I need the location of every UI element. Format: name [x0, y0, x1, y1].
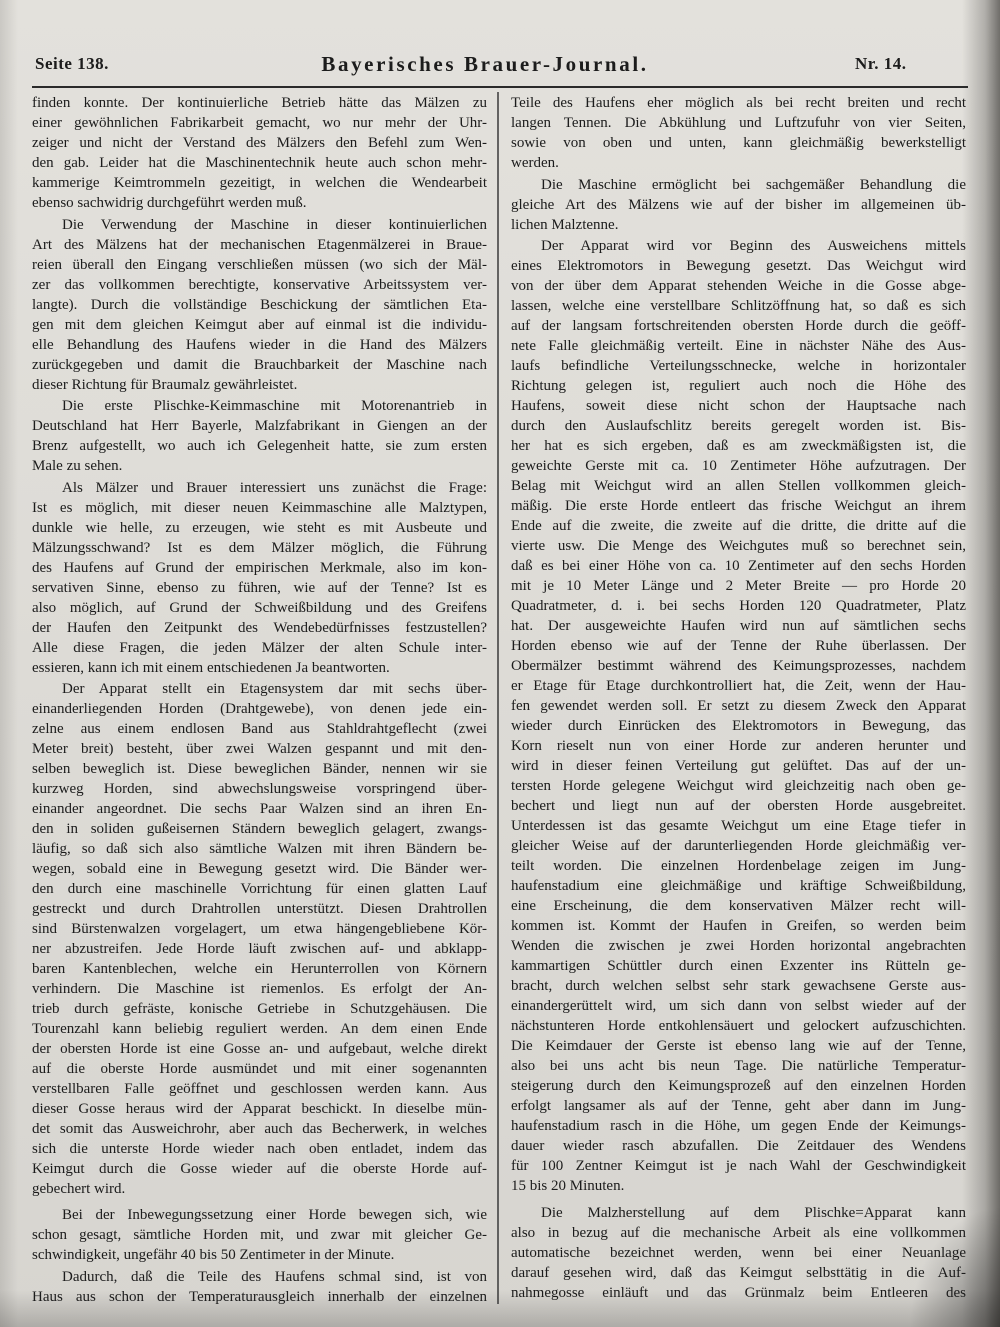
text-line: trieb durch gefräste, konische Getriebe in Schutzgehäusen. Die: [32, 1001, 487, 1017]
text-line: der obersten Horde ist eine Gosse an- und aufgebaut, welche direkt: [32, 1041, 487, 1057]
text-line: Richtung gelegen ist, reguliert auch noch die Höhe des: [511, 378, 966, 394]
text-line: Keimgut durch die Gosse wieder auf die oberste Horde auf-: [32, 1161, 487, 1177]
text-line: erfolgt langsamer als auf der Tenne, geht aber dann im Jung-: [511, 1098, 966, 1114]
text-line: langen Tennen. Die Abkühlung und Luftzufuhr von vier Seiten,: [511, 115, 966, 131]
text-line: dauer wieder rasch abzufallen. Die Zeitdauer des Wendens: [511, 1138, 966, 1154]
journal-title: Bayerisches Brauer-Journal.: [321, 52, 649, 76]
text-line: Male zu sehen.: [32, 458, 123, 474]
text-line: also bei uns acht bis neun Tage. Die natürliche Temperatur-: [511, 1058, 966, 1074]
paragraph: [511, 236, 966, 1196]
text-line: einer gewöhnlichen Fabrikarbeit gemacht, wo nur mehr der Uhr-: [32, 115, 487, 131]
text-line: einandergerüttelt wird, um sich dann von selbst wieder auf der: [511, 998, 966, 1014]
header-rule: [32, 86, 968, 88]
paragraph: [511, 1203, 966, 1303]
text-line: Tourenzahl kann beliebig reguliert werden. An dem einen Ende: [32, 1021, 487, 1037]
text-line: det somit das Ausweichrohr, aber auch das Becherwerk, in welches: [32, 1121, 487, 1137]
text-line: Die erste Plischke-Keimmaschine mit Motorenantrieb in: [62, 398, 487, 414]
text-line: haufenstadium eine gleichmäßige und kräftige Schweißbildung,: [511, 878, 966, 894]
text-line: Die Verwendung der Maschine in dieser kontinuierlichen: [62, 216, 487, 233]
text-line: lichen Malztenne.: [511, 216, 619, 233]
text-line: Der Apparat stellt ein Etagensystem dar mit sechs über-: [62, 681, 487, 697]
text-line: läufig, so daß sich also sämtliche Walzen mit ihren Bändern be-: [32, 841, 487, 857]
paragraph: [32, 1205, 487, 1265]
text-line: er Etage für Etage durchkontrolliert hat, die Zeit, wenn der Hau-: [511, 678, 966, 694]
text-line: Mälzungsschwand? Ist es dem Mälzer möglich, die Führung: [32, 539, 487, 556]
text-line: bracht, durch welchen selbst sehr stark gewachsene Gerste aus-: [511, 978, 966, 994]
text-line: baren Kantenblechen, welche ein Herunterrollen von Körnern: [32, 961, 487, 977]
text-line: auf die oberste Horde ausmündet und mit einer sogenannten: [32, 1061, 487, 1077]
text-line: für 100 Zentner Keimgut ist je nach Wahl der Geschwindigkeit: [511, 1158, 966, 1174]
text-line: durch den Auslaufschlitz bereits geregelt worden ist. Bis-: [511, 418, 966, 434]
text-line: langte). Durch die vollständige Beschickung der sämtlichen Eta-: [32, 296, 487, 313]
text-line: Als Mälzer und Brauer interessiert uns zunächst die Frage:: [62, 479, 487, 496]
text-line: Die Malzherstellung auf dem Plischke=Apparat kann: [541, 1205, 966, 1221]
paragraph: [32, 679, 487, 1199]
text-line: daß es bei einer Höhe von ca. 10 Zentimeter auf den sechs Horden: [511, 558, 966, 574]
text-line: reien überall den Eingang verschließen müssen (wo sich der Mäl-: [32, 256, 487, 273]
text-line: vierte usw. Die Menge des Weichgutes muß so berechnet sein,: [511, 538, 966, 554]
text-line: Wenden die zwischen je zwei Horden horizontal angebrachten: [511, 938, 966, 954]
text-line: darauf gesehen wird, daß das Keimgut selbsttätig in die Auf-: [511, 1265, 966, 1281]
page-number: Seite 138.: [35, 54, 109, 73]
text-line: eine Erscheinung, die dem konservativen Mälzer recht will-: [511, 898, 966, 914]
text-line: her hat es sich ergeben, daß es am zweckmäßigsten ist, die: [511, 438, 966, 454]
text-line: Alle diese Fragen, die jeden Mälzer der alten Schule inter-: [32, 639, 487, 656]
text-line: mit je 10 Meter Länge und 2 Meter Breite — pro Horde 20: [511, 578, 966, 594]
text-line: dieser Richtung für Braumalz gewährleistet.: [32, 376, 298, 393]
text-line: gebechert wird.: [32, 1181, 126, 1197]
text-line: Die Keimdauer der Gerste ist ebenso lang wie auf der Tenne,: [511, 1038, 966, 1054]
right-text-column: [511, 93, 966, 1303]
text-line: dunkle wie helle, zu erzeugen, wie steht es mit Ausbeute und: [32, 519, 487, 536]
text-line: hat. Der ausgeweichte Haufen wird nun auf sämtlichen sechs: [511, 618, 966, 634]
text-line: wegen, sobald eine in Bewegung gesetzt wird. Die Bänder wer-: [32, 861, 487, 877]
text-line: zer das vollkommen berechtigte, konservative Arbeitssystem ver-: [32, 276, 487, 293]
text-line: Brenz aufgestellt, wo auch ich Gelegenheit hatte, sie zum ersten: [32, 438, 487, 454]
text-line: Unterdessen ist das gesamte Weichgut um eine Etage tiefer in: [511, 818, 966, 834]
text-line: ebenso sachwidrig durchgeführt werden muß.: [32, 195, 307, 211]
text-line: kammartigen Schüttler durch einen Exzenter ins Rütteln ge-: [511, 958, 966, 974]
text-line: elle Behandlung des Haufens wieder in die Hand des Mälzers: [32, 336, 487, 353]
paragraph: [32, 1267, 487, 1307]
text-line: werden.: [511, 155, 559, 171]
text-line: Dadurch, daß die Teile des Haufens schmal sind, ist von: [62, 1268, 487, 1285]
text-line: einanderliegenden Horden (Drahtgewebe), von denen jede ein-: [32, 701, 487, 717]
text-line: Quadratmeter, d. i. bei sechs Horden 120 Quadratmeter, Platz: [511, 598, 966, 614]
text-line: den gab. Leider hat die Maschinentechnik heute auch schon mehr-: [32, 155, 487, 171]
text-line: kammerige Keimtrommeln gezeitigt, in welchen die Wendearbeit: [32, 175, 487, 191]
text-line: nete Falle gleichmäßig verteilt. Eine in nächster Nähe des Aus-: [511, 338, 966, 354]
text-line: Ende auf die zweite, die zweite auf die dritte, die dritte auf die: [511, 518, 966, 534]
text-line: also in bezug auf die mechanische Arbeit als eine vollkommen: [511, 1225, 966, 1241]
text-line: von der über dem Apparat stehenden Weiche in die Gosse abge-: [511, 278, 966, 294]
text-line: sich die unterste Horde wieder nach oben entladet, indem das: [32, 1141, 487, 1157]
text-line: bechert und liegt nun auf der obersten Horde ausgebreitet.: [511, 798, 966, 814]
text-line: den in soliden gußeisernen Ständern beweglich gelagert, zwangs-: [32, 821, 487, 837]
text-line: der Haufen den Zeitpunkt des Wendebedürfnisses festzustellen?: [32, 619, 487, 636]
text-line: zurückgegeben und damit die Brauchbarkeit der Maschine nach: [32, 356, 487, 373]
text-line: gleicher Weise auf der darunterliegenden Horde gleichmäßig ver-: [511, 838, 966, 854]
issue-number: Nr. 14.: [855, 54, 907, 73]
text-line: nahmegosse einläuft und das Grünmalz beim Entleeren des: [511, 1285, 966, 1301]
text-line: Teile des Haufens eher möglich als bei recht breiten und recht: [511, 95, 966, 111]
paragraph: [32, 478, 487, 678]
text-line: automatische bezeichnet werden, wenn bei einer Neuanlage: [511, 1245, 966, 1261]
text-line: nächstunteren Horde entkohlensäuert und gelockert aufzuschichten.: [511, 1018, 966, 1034]
text-line: verhindern. Die Maschine ist riemenlos. Es erfolgt der An-: [32, 981, 487, 997]
text-line: zelne aus einem endlosen Band aus Stahldrahtgeflecht (zwei: [32, 721, 487, 737]
text-line: des Haufens auf Grund der empirischen Merkmale, also im kon-: [32, 559, 487, 576]
text-line: laufs befindliche Verteilungsschnecke, welche in horizontaler: [511, 358, 966, 374]
text-line: Korn rieselt nun von einer Horde zur anderen herunter und: [511, 738, 966, 754]
text-line: zeiger und nicht der Verstand des Mälzers den Befehl zum Wen-: [32, 135, 487, 151]
paragraph: [32, 215, 487, 395]
text-line: mäßig. Die erste Horde entleert das frische Weichgut an ihrem: [511, 498, 966, 514]
text-line: finden konnte. Der kontinuierliche Betrieb hätte das Mälzen zu: [32, 95, 487, 111]
text-line: schwindigkeit, ungefähr 40 bis 50 Zentimeter in der Minute.: [32, 1247, 395, 1263]
text-line: gestreckt und durch Drahtrollen unterstützt. Diesen Drahtrollen: [32, 901, 487, 917]
paragraph: [511, 93, 966, 173]
text-line: Ist es möglich, mit dieser neuen Keimmaschine alle Malztypen,: [32, 499, 487, 516]
text-line: Die Maschine ermöglicht bei sachgemäßer Behandlung die: [541, 176, 966, 193]
text-line: Belag mit Weichgut wird an allen Stellen vollkommen gleich-: [511, 478, 966, 494]
text-line: teilt worden. Die einzelnen Hordenbelage zeigen im Jung-: [511, 858, 966, 874]
text-line: sowie von oben und unten, kann gleichmäßig bewerkstelligt: [511, 135, 966, 151]
left-text-column: [32, 93, 487, 1307]
text-line: Art des Mälzens hat der mechanischen Etagenmälzerei in Braue-: [32, 236, 487, 253]
text-line: selben beweglich ist. Diese beweglichen Bänder, nennen wir sie: [32, 761, 487, 777]
text-line: steigerung durch den Keimungsprozeß auf den einzelnen Horden: [511, 1078, 966, 1094]
text-line: Horden ebenso wie auf der Tenne der Ruhe überlassen. Der: [511, 638, 966, 654]
text-line: kurzweg Horden, sind abwechslungsweise vorspringend über-: [32, 781, 487, 797]
text-line: Haus aus schon der Temperaturausgleich innerhalb der einzelnen: [32, 1288, 487, 1305]
text-line: gleiche Art des Mälzens wie auf der bisher im allgemeinen üb-: [511, 196, 966, 213]
text-line: verstellbaren Falle geöffnet und geschlossen werden kann. Aus: [32, 1081, 487, 1097]
paragraph: [32, 396, 487, 476]
text-line: Haufens, soweit diese nicht schon der Hauptsache nach: [511, 398, 966, 414]
text-line: schon gesagt, sämtliche Horden mit, und zwar mit gleicher Ge-: [32, 1227, 487, 1243]
text-line: eines Elektromotors in Bewegung gesetzt. Das Weichgut wird: [511, 258, 966, 274]
text-line: haufenstadium rasch in die Höhe, um gegen Ende der Keimungs-: [511, 1118, 966, 1134]
text-line: lassen, welche eine verstellbare Schlitzöffnung hat, so daß es sich: [511, 298, 966, 314]
text-line: gen mit dem gleichen Keimgut aber auf einmal ist die individu-: [32, 316, 487, 333]
text-line: Deutschland hat Herr Bayerle, Malzfabrikant in Giengen an der: [32, 418, 487, 434]
column-divider: [497, 92, 499, 1304]
text-line: wieder durch Einrücken des Elektromotors in Bewegung, das: [511, 718, 966, 734]
text-line: den durch eine maschinelle Vorrichtung für einen glatten Lauf: [32, 881, 487, 897]
text-line: geweichte Gerste mit ca. 10 Zentimeter Höhe aufzutragen. Der: [511, 458, 966, 474]
text-line: Bei der Inbewegungssetzung einer Horde bewegen sich, wie: [62, 1207, 487, 1223]
text-line: wird in dieser feinen Verteilung gut gelüftet. Das auf der un-: [511, 758, 966, 774]
text-line: 15 bis 20 Minuten.: [511, 1178, 625, 1194]
text-line: Der Apparat wird vor Beginn des Ausweichens mittels: [541, 238, 966, 254]
text-line: Meter breit) besteht, über zwei Walzen gespannt und mit den-: [32, 741, 487, 757]
text-line: fen gewendet werden soll. Er setzt zu diesem Zweck den Apparat: [511, 698, 966, 714]
text-line: Obermälzer bestimmt während des Keimungsprozesses, nachdem: [511, 658, 966, 674]
text-line: kommen ist. Kommt der Haufen in Greifen, so werden beim: [511, 918, 966, 934]
text-line: essieren, kann ich mit einem entschiedenen Ja beantworten.: [32, 659, 390, 676]
text-line: tersten Horde gelegene Weichgut wird gleichzeitig nach oben ge-: [511, 778, 966, 794]
text-line: servativen Sinne, ebenso zu führen, wie auf der Tenne? Ist es: [32, 579, 487, 596]
text-line: dieser Gosse heraus wird der Apparat beschickt. In dieselbe mün-: [32, 1101, 487, 1117]
text-line: ner abzustreifen. Jede Horde läuft zwischen auf- und abklapp-: [32, 941, 487, 957]
text-line: auf der langsam fortschreitenden obersten Horde durch die geöff-: [511, 318, 966, 334]
paragraph: [511, 175, 966, 235]
text-line: einander angeordnet. Die sechs Paar Walzen sind an ihren En-: [32, 801, 487, 817]
text-line: sind Bürstenwalzen vorgelagert, um etwa hängengebliebene Kör-: [32, 921, 487, 937]
text-line: also möglich, auf Grund der Schweißbildung und des Greifens: [32, 599, 487, 616]
paragraph: [32, 93, 487, 213]
